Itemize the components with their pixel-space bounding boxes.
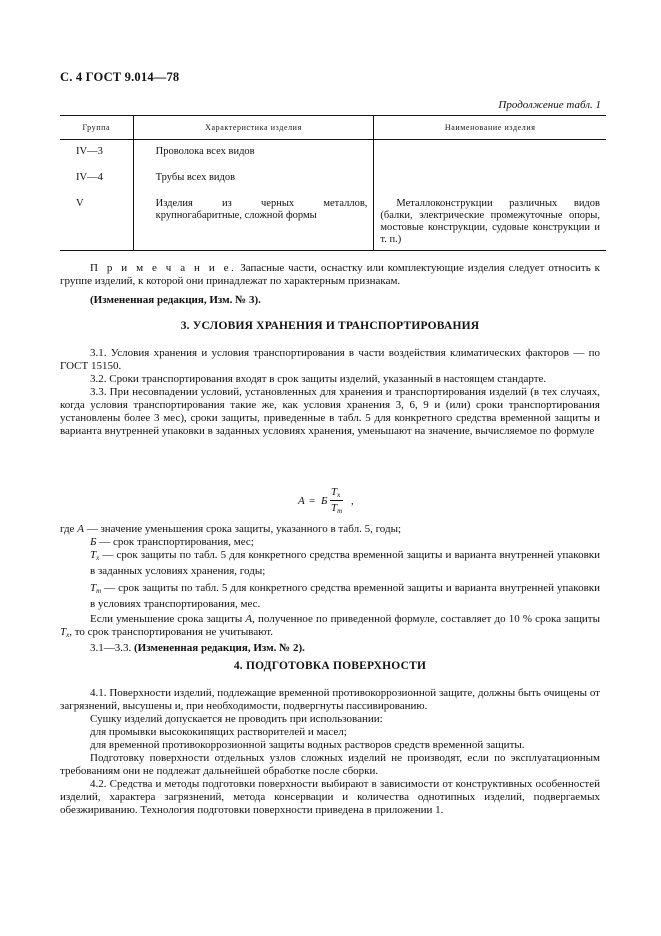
note-label: П р и м е ч а н и е. <box>90 262 237 274</box>
formula-numerator: $Т_х$ <box>331 486 341 499</box>
paragraph-4-1: 4.1. Поверхности изделий, подлежащие временной противокоррозионной защите, должны быть очищены от загрязнений, высушены и, при необходимости, подвергнуты пассивированию. <box>60 687 600 712</box>
page-header: С. 4 ГОСТ 9.014—78 <box>60 70 180 84</box>
table-row <box>60 166 606 192</box>
note-text: Запасные части, оснастку или комплектующие изделия следует относить к группе изделий, к которой они принадлежат по характерным признакам. <box>60 262 601 287</box>
cell-group: V <box>60 192 133 251</box>
paragraph-3-3-note: Если уменьшение срока защиты А, полученное по приведенной формуле, составляет до 10 % срока защиты $Т_х$, то срок транспортирования не учитывают. <box>60 613 601 639</box>
cell-characteristic: Трубы всех видов <box>133 166 374 192</box>
amendment-note-2: 3.1—3.3. (Измененная редакция, Изм. № 2). <box>90 642 305 654</box>
paragraph-4-2: 4.2. Средства и методы подготовки поверхности выбирают в зависимости от конструктивных особенностей изделий, характера загрязнений, метода консервации и количества однотипных изделий, подвергаемых обезжириванию. Технология подготовки поверхности приведена в приложении 1. <box>60 778 600 816</box>
formula-eq: = <box>309 495 316 507</box>
paragraph-3-1: 3.1. Условия хранения и условия транспортирования в части воздействия климатических факторов — по ГОСТ 15150. <box>60 347 600 372</box>
table-note <box>60 262 600 288</box>
cell-group: IV—3 <box>60 140 133 166</box>
paragraph-4-1-item2: для временной противокоррозионной защиты водных растворов средств временной защиты. <box>90 739 525 751</box>
definition-tt: $Т_т$ — срок защиты по табл. 5 для конкретного средства временной защиты и варианта внутренней упаковки в условиях транспортирования, мес. <box>90 582 600 610</box>
paragraph-3-2: 3.2. Сроки транспортирования входят в срок защиты изделий, указанный в настоящем стандарте. <box>90 373 547 385</box>
fraction-line <box>330 500 343 501</box>
cell-name <box>374 140 606 166</box>
reduction-formula <box>298 486 368 520</box>
formula-a: А <box>298 495 305 507</box>
paragraph-3-3: 3.3. При несовпадении условий, установленных для хранения и транспортирования изделий (в тех случаях, когда условия транспортирования такие же, как условия хранения 3, 6, 9 и (или) сроки транспортирования установлены более 3 мес), сроки защиты, приведенные в табл. 5 для конкретного средства временной защиты и варианта внутренней упаковки в заданных условиях хранения, уменьшают на значение, вычисляемое по формуле <box>60 386 600 437</box>
column-header-group: Группа <box>60 116 133 140</box>
section-4-body <box>60 687 600 817</box>
column-header-characteristic: Характеристика изделия <box>133 116 374 140</box>
section-4-title: 4. ПОДГОТОВКА ПОВЕРХНОСТИ <box>233 660 427 672</box>
formula-b: Б <box>321 495 328 507</box>
section-3-body <box>60 347 600 438</box>
formula-definitions <box>60 523 600 655</box>
paragraph-4-1-item1: для промывки высококипящих растворителей и масел; <box>90 726 347 738</box>
cell-characteristic: Проволока всех видов <box>133 140 374 166</box>
table-header-row <box>60 116 606 140</box>
formula-denominator: $Т_т$ <box>331 502 343 515</box>
column-header-name: Наименование изделия <box>374 116 606 140</box>
cell-name: Металлоконструкции различных видов (балки, электрические промежуточные опоры, мостовые конструкции, судовые конструкции и т. п.) <box>374 192 606 251</box>
cell-characteristic: Изделия из черных металлов, крупногабаритные, сложной формы <box>133 192 374 251</box>
formula-comma: , <box>351 495 354 507</box>
cell-name <box>374 166 606 192</box>
definition-tx: $Т_х$ — срок защиты по табл. 5 для конкретного средства временной защиты и варианта внутренней упаковки в заданных условиях хранения, годы; <box>90 549 600 577</box>
table-row <box>60 192 606 251</box>
table-row <box>60 140 606 166</box>
amendment-note-3: (Измененная редакция, Изм. № 3). <box>90 294 261 306</box>
table-continuation-label: Продолжение табл. 1 <box>498 99 601 111</box>
definition-b: Б — срок транспортирования, мес; <box>90 536 254 548</box>
paragraph-4-1-assembly: Подготовку поверхности отдельных узлов сложных изделий не производят, если по эксплуатационным требованиям они не подлежат дальнейшей обработке после сборки. <box>60 752 600 777</box>
paragraph-4-1-drying: Сушку изделий допускается не проводить при использовании: <box>90 713 383 725</box>
classification-table <box>60 115 606 251</box>
section-3-title: 3. УСЛОВИЯ ХРАНЕНИЯ И ТРАНСПОРТИРОВАНИЯ <box>180 320 480 332</box>
definition-a: где А — значение уменьшения срока защиты, указанного в табл. 5, годы; <box>60 523 402 535</box>
cell-group: IV—4 <box>60 166 133 192</box>
